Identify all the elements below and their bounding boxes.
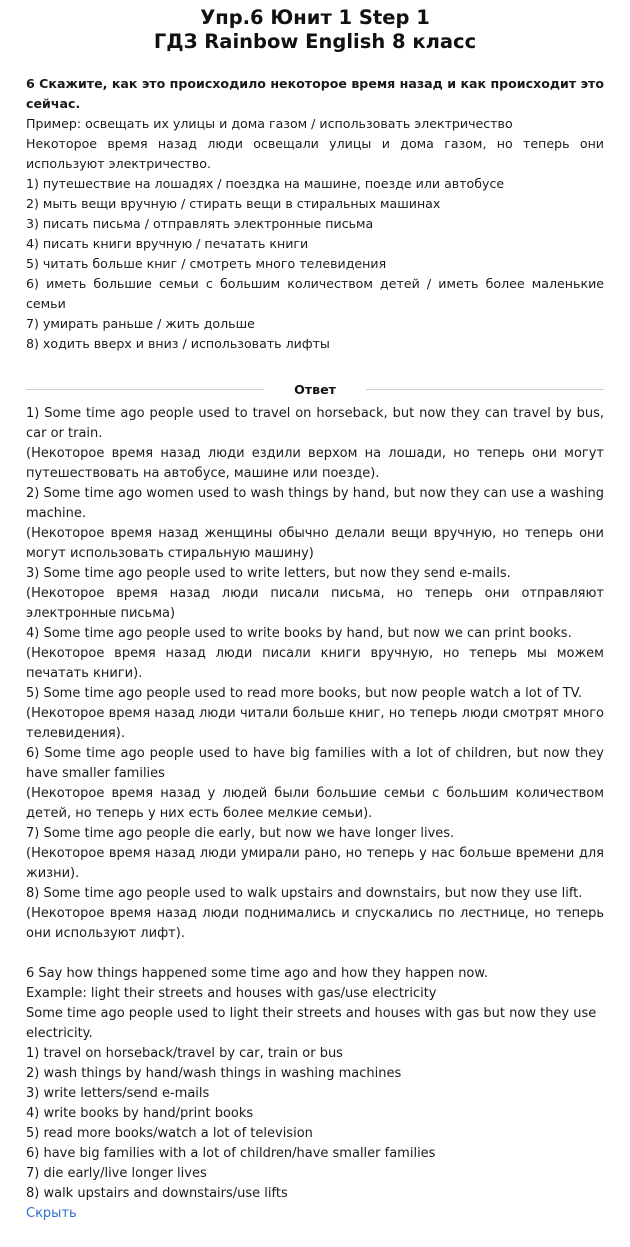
english-item: 3) write letters/send e-mails	[26, 1086, 210, 1101]
task-item: 7) умирать раньше / жить дольше	[26, 316, 255, 331]
english-heading: 6 Say how things happened some time ago and how they happen now.	[26, 966, 488, 981]
title-line-2: ГДЗ Rainbow English 8 класс	[153, 30, 477, 53]
task-item: 2) мыть вещи вручную / стирать вещи в стиральных машинах	[26, 196, 441, 211]
task-item: 5) читать больше книг / смотреть много телевидения	[26, 256, 387, 271]
english-example: Example: light their streets and houses with gas/use electricity	[26, 986, 437, 1001]
answer-line: 2) Some time ago women used to wash things by hand, but now they can use a washing machine.	[26, 486, 604, 521]
answer-line: 4) Some time ago people used to write books by hand, but now we can print books.	[26, 626, 572, 641]
answer-line: 8) Some time ago people used to walk upstairs and downstairs, but now they use lift.	[26, 886, 583, 901]
english-item: 7) die early/live longer lives	[26, 1166, 207, 1181]
english-item: 5) read more books/watch a lot of television	[26, 1126, 313, 1141]
task-item: 6) иметь большие семьи с большим количеством детей / иметь более маленькие семьи	[26, 276, 604, 311]
answer-translation: (Некоторое время назад у людей были большие семьи с большим количеством детей, но теперь у них есть более мелкие семьи).	[26, 786, 604, 821]
answer-translation: (Некоторое время назад люди читали больше книг, но теперь люди смотрят много телевидения).	[26, 706, 604, 741]
english-item: 4) write books by hand/print books	[26, 1106, 254, 1121]
title-line-1: Упр.6 Юнит 1 Step 1	[200, 6, 430, 29]
answer-translation: (Некоторое время назад женщины обычно делали вещи вручную, но теперь они могут использовать стиральную машину)	[26, 526, 604, 561]
english-item: 8) walk upstairs and downstairs/use lifts	[26, 1186, 288, 1201]
answer-translation: (Некоторое время назад люди умирали рано, но теперь у нас больше времени для жизни).	[26, 846, 604, 881]
answer-translation: (Некоторое время назад люди писали письма, но теперь они отправляют электронные письма)	[26, 586, 604, 621]
english-item: 1) travel on horseback/travel by car, train or bus	[26, 1046, 343, 1061]
task-english	[26, 964, 604, 1224]
english-item: 6) have big families with a lot of children/have smaller families	[26, 1146, 436, 1161]
page-title	[26, 6, 604, 54]
answer-line: 3) Some time ago people used to write letters, but now they send e-mails.	[26, 566, 511, 581]
task-item: 8) ходить вверх и вниз / использовать лифты	[26, 336, 330, 351]
divider-rule-left	[26, 389, 264, 390]
task-russian	[26, 74, 604, 354]
task-item: 4) писать книги вручную / печатать книги	[26, 236, 309, 251]
divider-rule-right	[366, 389, 604, 390]
answer-divider	[26, 380, 604, 398]
task-example: Пример: освещать их улицы и дома газом / использовать электричество	[26, 116, 513, 131]
answer-line: 6) Some time ago people used to have big families with a lot of children, but now they have smaller families	[26, 746, 604, 781]
answer-label: Ответ	[294, 381, 336, 397]
answer-line: 1) Some time ago people used to travel on horseback, but now they can travel by bus, car or train.	[26, 406, 604, 441]
answer-line: 5) Some time ago people used to read more books, but now people watch a lot of TV.	[26, 686, 582, 701]
english-example-answer: Some time ago people used to light their streets and houses with gas but now they use electricity.	[26, 1006, 597, 1041]
hide-link[interactable]: Скрыть	[26, 1206, 77, 1221]
task-item: 1) путешествие на лошадях / поездка на машине, поезде или автобусе	[26, 176, 505, 191]
answer-translation: (Некоторое время назад люди ездили верхом на лошади, но теперь они могут путешествовать на автобусе, машине или поезде).	[26, 446, 604, 481]
answer-translation: (Некоторое время назад люди поднимались и спускались по лестнице, но теперь они используют лифт).	[26, 906, 604, 941]
task-item: 3) писать письма / отправлять электронные письма	[26, 216, 374, 231]
task-heading: 6 Скажите, как это происходило некоторое время назад и как происходит это сейчас.	[26, 76, 604, 111]
task-example-answer: Некоторое время назад люди освещали улицы и дома газом, но теперь они используют электричество.	[26, 136, 604, 171]
answers-block	[26, 404, 604, 944]
answer-line: 7) Some time ago people die early, but now we have longer lives.	[26, 826, 455, 841]
answer-translation: (Некоторое время назад люди писали книги вручную, но теперь мы можем печатать книги).	[26, 646, 604, 681]
english-item: 2) wash things by hand/wash things in washing machines	[26, 1066, 402, 1081]
